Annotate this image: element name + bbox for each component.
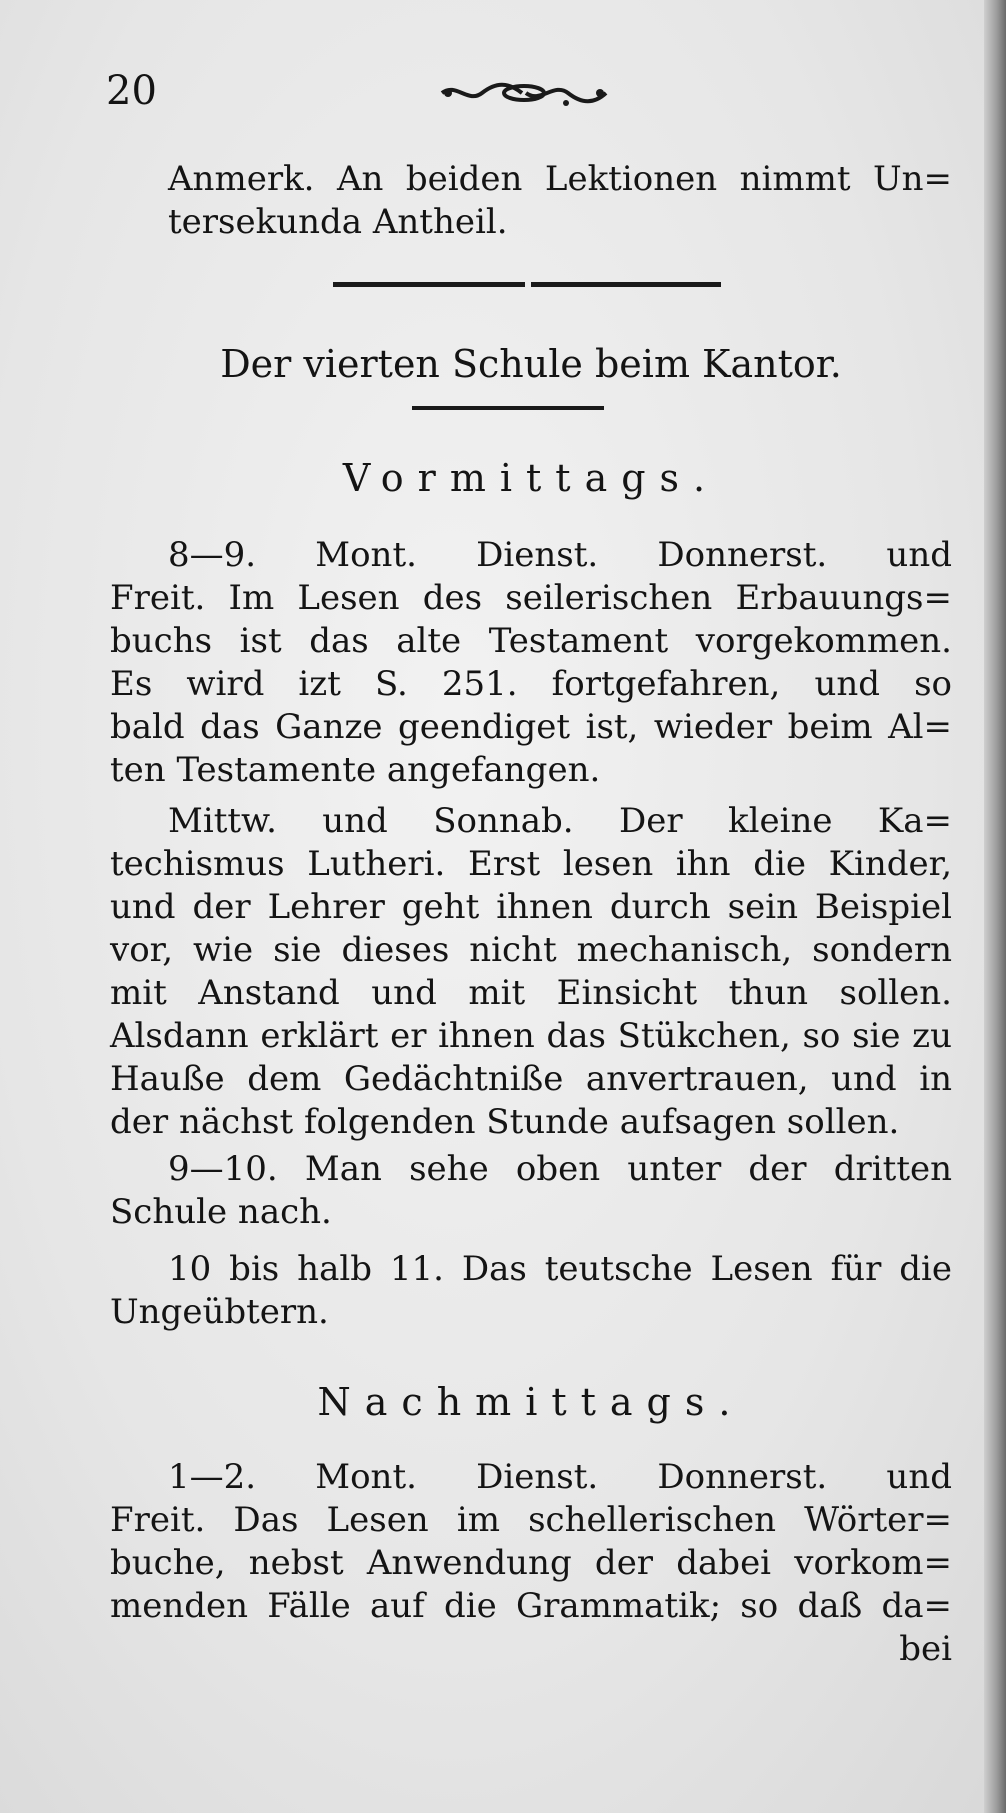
afternoon-heading: Nachmittags. bbox=[317, 1380, 745, 1424]
note-line: tersekunda Antheil. bbox=[168, 202, 508, 242]
page-header bbox=[106, 66, 966, 116]
text-line: mit Anstand und mit Einsicht thun sollen. bbox=[110, 973, 952, 1013]
printer-ornament-icon bbox=[438, 78, 610, 108]
text-line: Freit. Das Lesen im schellerischen Wörter= bbox=[110, 1500, 952, 1540]
text-line: 8—9. Mont. Dienst. Donnerst. und bbox=[168, 535, 952, 575]
text-line: Alsdann erklärt er ihnen das Stükchen, so sie zu bbox=[110, 1016, 952, 1056]
text-line: Mittw. und Sonnab. Der kleine Ka= bbox=[168, 801, 952, 841]
paragraph bbox=[110, 534, 952, 792]
catchword: bei bbox=[899, 1629, 952, 1669]
page-number: 20 bbox=[106, 68, 157, 114]
page-edge-shadow bbox=[984, 0, 1006, 1813]
note-block bbox=[110, 158, 952, 244]
text-line: 1—2. Mont. Dienst. Donnerst. und bbox=[168, 1457, 952, 1497]
text-line: Es wird izt S. 251. fortgefahren, und so bbox=[110, 664, 952, 704]
section-title: Der vierten Schule beim Kantor. bbox=[220, 342, 842, 386]
text-line: Freit. Im Lesen des seilerischen Erbauungs= bbox=[110, 578, 952, 618]
text-line: buchs ist das alte Testament vorgekommen. bbox=[110, 621, 952, 661]
paragraph bbox=[110, 1456, 952, 1671]
text-line: ten Testamente angefangen. bbox=[110, 750, 601, 790]
paragraph bbox=[110, 1248, 952, 1334]
text-line: menden Fälle auf die Grammatik; so daß da= bbox=[110, 1586, 952, 1626]
note-line: Anmerk. An beiden Lektionen nimmt Un= bbox=[168, 159, 952, 199]
text-line: 10 bis halb 11. Das teutsche Lesen für die bbox=[168, 1249, 952, 1289]
text-line: Ungeübtern. bbox=[110, 1292, 329, 1332]
text-line: 9—10. Man sehe oben unter der dritten bbox=[168, 1149, 952, 1189]
paragraph bbox=[110, 800, 952, 1144]
text-line: buche, nebst Anwendung der dabei vorkom= bbox=[110, 1543, 952, 1583]
text-line: Hauße dem Gedächtniße anvertrauen, und in bbox=[110, 1059, 952, 1099]
short-rule bbox=[412, 406, 604, 410]
text-line: und der Lehrer geht ihnen durch sein Beispiel bbox=[110, 887, 952, 927]
text-line: techismus Lutheri. Erst lesen ihn die Kinder, bbox=[110, 844, 952, 884]
double-rule-right bbox=[531, 282, 721, 287]
text-line: vor, wie sie dieses nicht mechanisch, sondern bbox=[110, 930, 952, 970]
paragraph bbox=[110, 1148, 952, 1234]
text-line: Schule nach. bbox=[110, 1192, 332, 1232]
double-rule-left bbox=[333, 282, 525, 287]
text-line: der nächst folgenden Stunde aufsagen sollen. bbox=[110, 1102, 900, 1142]
morning-heading: Vormittags. bbox=[342, 456, 720, 500]
text-line: bald das Ganze geendiget ist, wieder beim Al= bbox=[110, 707, 952, 747]
